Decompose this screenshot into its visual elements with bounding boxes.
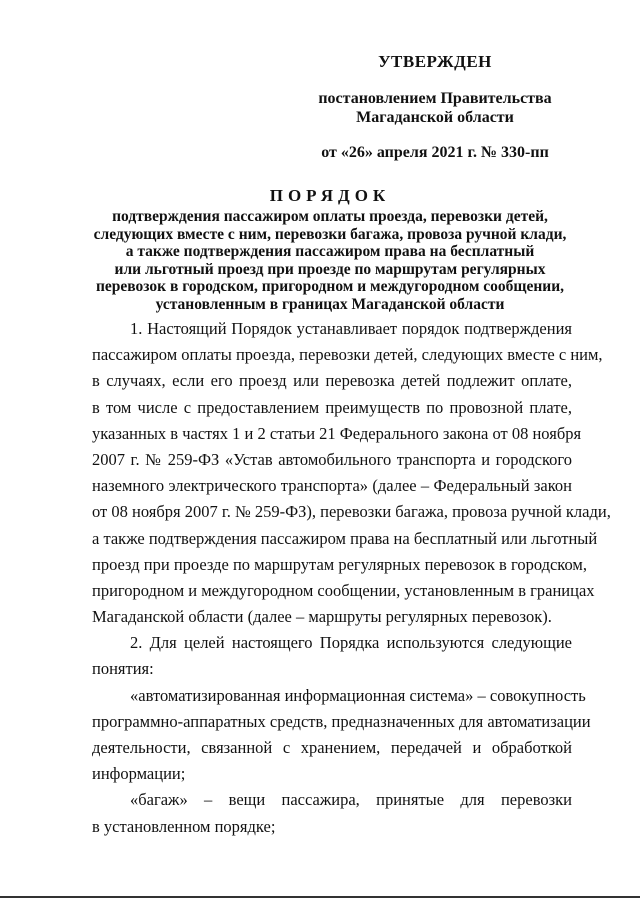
paragraph-1-line: в случаях, если его проезд или перевозка детей подлежит оплате, <box>92 371 572 391</box>
paragraph-1-line: а также подтверждения пассажиром права на бесплатный или льготный <box>92 528 598 548</box>
page-bottom-divider <box>0 896 640 898</box>
paragraph-1-line: Магаданской области (далее – маршруты регулярных перевозок). <box>92 607 552 627</box>
paragraph-1-line: пригородном и междугородном сообщении, установленным в границах <box>92 580 595 600</box>
document-subtitle-line: установленным в границах Магаданской области <box>155 295 505 313</box>
definition-ais-line: информации; <box>92 764 186 784</box>
paragraph-1-line: указанных в частях 1 и 2 статьи 21 Федерального закона от 08 ноября <box>92 423 582 443</box>
approval-block <box>300 52 570 162</box>
paragraph-1-line: наземного электрического транспорта» (далее – Федеральный закон <box>92 476 572 496</box>
paragraph-1-line: 1. Настоящий Порядок устанавливает порядок подтверждения <box>130 319 572 338</box>
document-subtitle-line: или льготный проезд при проезде по маршрутам регулярных <box>114 260 546 278</box>
paragraph-2-line: понятия: <box>92 659 154 679</box>
definition-baggage-line: «багаж» – вещи пассажира, принятые для перевозки <box>130 790 572 810</box>
approval-issuer-line: постановлением Правительства <box>318 90 552 107</box>
paragraph-1-line: пассажиром оплаты проезда, перевозки детей, следующих вместе с ним, <box>92 345 603 365</box>
document-subtitle-line: перевозок в городском, пригородном и междугородном сообщении, <box>95 278 565 295</box>
document-subtitle-line: следующих вместе с ним, перевозки багажа, провоза ручной клади, <box>93 225 567 243</box>
document-title: ПОРЯДОК <box>269 186 391 205</box>
approval-date: от «26» апреля 2021 г. № 330-пп <box>321 144 549 161</box>
definition-ais-line: деятельности, связанной с хранением, передачей и обработкой <box>92 738 572 757</box>
document-body <box>92 316 611 840</box>
paragraph-1-line: 2007 г. № 259-ФЗ «Устав автомобильного транспорта и городского <box>92 449 572 469</box>
definition-ais-line: «автоматизированная информационная система» – совокупность <box>130 685 586 705</box>
document-subtitle-line: подтверждения пассажиром оплаты проезда, перевозки детей, <box>112 208 548 225</box>
approval-issuer <box>300 89 570 127</box>
definition-baggage-line: в установленном порядке; <box>92 816 276 836</box>
document-subtitle-line: а также подтверждения пассажиром права на бесплатный <box>125 243 535 260</box>
approved-stamp: УТВЕРЖДЕН <box>378 52 492 71</box>
approval-issuer-line: Магаданской области <box>356 109 514 126</box>
document-title-block <box>70 186 590 313</box>
paragraph-1-line: от 08 ноября 2007 г. № 259-ФЗ), перевозки багажа, провоза ручной клади, <box>92 502 611 522</box>
paragraph-1-line: в том числе с предоставлением преимуществ по провозной плате, <box>92 397 572 417</box>
paragraph-2-line: 2. Для целей настоящего Порядка используются следующие <box>130 633 572 653</box>
paragraph-1-line: проезд при проезде по маршрутам регулярных перевозок в городском, <box>92 554 587 574</box>
definition-ais-line: программно-аппаратных средств, предназначенных для автоматизации <box>92 711 591 731</box>
